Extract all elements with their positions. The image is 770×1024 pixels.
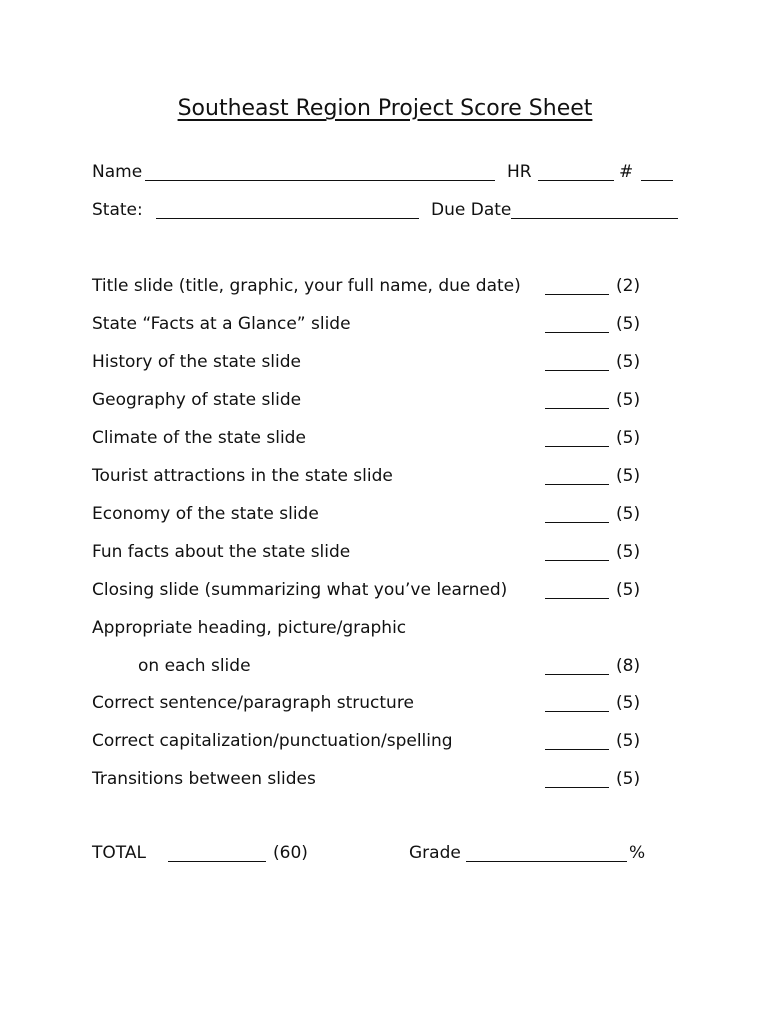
name-label: Name: [92, 162, 143, 182]
score-item-points: (5): [616, 314, 641, 334]
score-item-points: (5): [616, 352, 641, 372]
score-item-label: Correct sentence/paragraph structure: [92, 693, 414, 713]
total-label: TOTAL: [92, 843, 146, 863]
hr-field[interactable]: [538, 180, 614, 181]
score-item-blank[interactable]: [545, 294, 609, 295]
state-label: State:: [92, 200, 143, 220]
score-item-label: State “Facts at a Glance” slide: [92, 314, 351, 334]
score-item-points: (2): [616, 276, 641, 296]
score-item-blank[interactable]: [545, 332, 609, 333]
score-item-blank[interactable]: [545, 560, 609, 561]
score-item-blank[interactable]: [545, 598, 609, 599]
score-item-label: Economy of the state slide: [92, 504, 319, 524]
score-item-points: (5): [616, 693, 641, 713]
score-item-points: (5): [616, 769, 641, 789]
score-item-points: (5): [616, 504, 641, 524]
grade-field[interactable]: [466, 861, 627, 862]
state-field[interactable]: [156, 218, 419, 219]
score-item-blank[interactable]: [545, 674, 609, 675]
score-item-blank[interactable]: [545, 522, 609, 523]
score-item-label: Title slide (title, graphic, your full name, due date): [92, 276, 521, 296]
grade-label: Grade: [409, 843, 461, 863]
score-item-points: (5): [616, 428, 641, 448]
score-item-label: Tourist attractions in the state slide: [92, 466, 393, 486]
due-date-label: Due Date: [431, 200, 512, 220]
score-item-label: Fun facts about the state slide: [92, 542, 351, 562]
score-item-points: (5): [616, 731, 641, 751]
score-item-label: Transitions between slides: [92, 769, 316, 789]
number-field[interactable]: [641, 180, 673, 181]
score-item-label: Geography of state slide: [92, 390, 302, 410]
score-item-blank[interactable]: [545, 408, 609, 409]
score-item-blank[interactable]: [545, 749, 609, 750]
page-title: Southeast Region Project Score Sheet: [177, 96, 593, 121]
score-item-label: Correct capitalization/punctuation/spelling: [92, 731, 453, 751]
score-item-points: (5): [616, 542, 641, 562]
score-item-label: History of the state slide: [92, 352, 301, 372]
percent-sign: %: [629, 843, 646, 863]
score-item-blank[interactable]: [545, 484, 609, 485]
score-item-blank[interactable]: [545, 370, 609, 371]
score-item-blank[interactable]: [545, 711, 609, 712]
name-field[interactable]: [145, 180, 495, 181]
score-item-label: Closing slide (summarizing what you’ve learned): [92, 580, 508, 600]
hr-label: HR: [507, 162, 532, 182]
score-item-label: Appropriate heading, picture/graphic: [92, 618, 407, 638]
score-item-label: on each slide: [138, 656, 251, 676]
score-item-blank[interactable]: [545, 787, 609, 788]
score-item-points: (5): [616, 580, 641, 600]
score-item-label: Climate of the state slide: [92, 428, 306, 448]
total-score-field[interactable]: [168, 861, 266, 862]
score-item-points: (5): [616, 466, 641, 486]
score-item-points: (5): [616, 390, 641, 410]
number-label: #: [619, 162, 634, 182]
score-item-blank[interactable]: [545, 446, 609, 447]
score-item-points: (8): [616, 656, 641, 676]
due-date-field[interactable]: [511, 218, 678, 219]
total-points: (60): [273, 843, 308, 863]
